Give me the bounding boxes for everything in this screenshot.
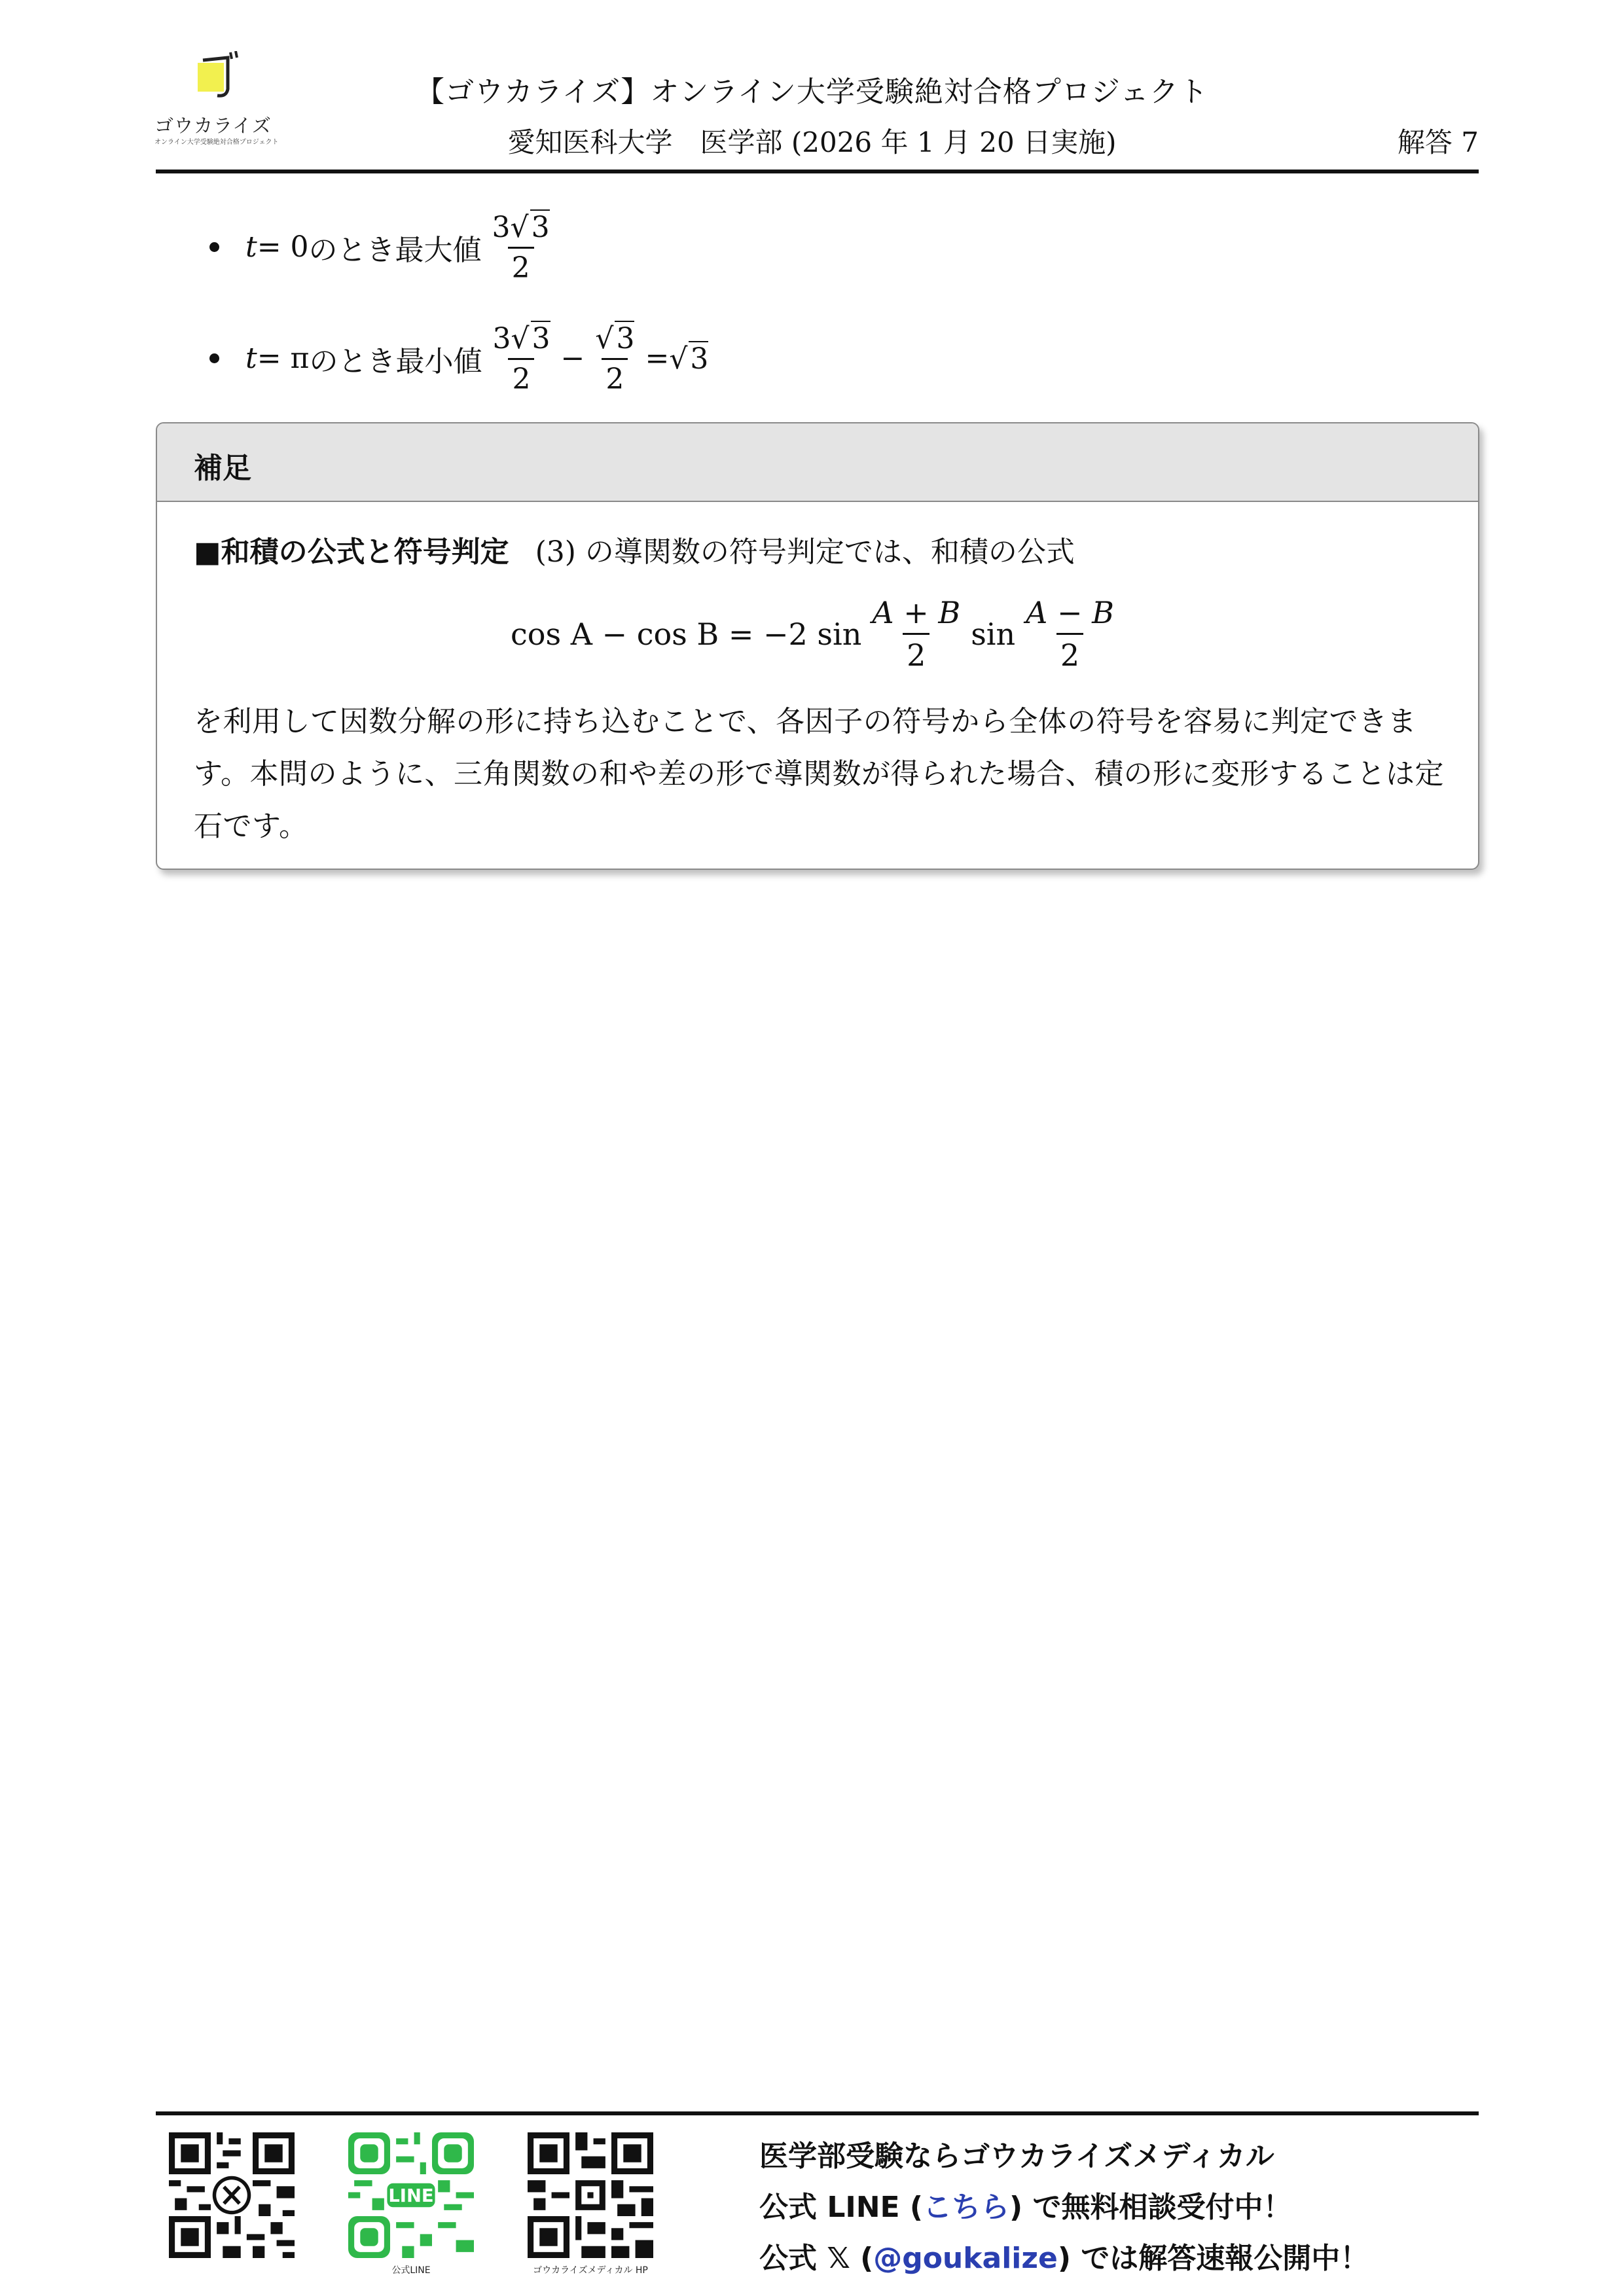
formula-frac-2: $\frac{A - B}{2}$ xyxy=(1026,595,1114,673)
footer-line-3: 公式 𝕏 (@goukalize) では解答速報公開中！ xyxy=(759,2242,1369,2275)
bullet-min xyxy=(209,321,708,396)
equals-sign: = xyxy=(645,342,670,375)
formula-mid: sin xyxy=(971,616,1016,652)
supplement-body: を利用して因数分解の形に持ち込むことで、各因子の符号から全体の符号を容易に判定できます。本問のように、三角関数の和や差の形で導関数が得られた場合、積の形に変形することは定石です。 xyxy=(194,705,1444,843)
footer-line-1: 医学部受験ならゴウカライズメディカル xyxy=(759,2140,1274,2173)
header-title: 【ゴウカライズ】オンライン大学受験絶対合格プロジェクト xyxy=(415,75,1209,109)
supplement-header xyxy=(157,423,1478,502)
supplement-title: 補足 xyxy=(194,452,251,485)
x-qr-code-icon[interactable] xyxy=(169,2132,295,2258)
logo-subtitle: オンライン大学受験絶対合格プロジェクト xyxy=(154,139,279,146)
header-rule xyxy=(156,170,1479,173)
footer-rule xyxy=(156,2111,1479,2115)
minus-sign: − xyxy=(560,342,585,375)
supplement-lead-text: (3) の導関数の符号判定では、和積の公式 xyxy=(535,535,1075,569)
bullet-text: のとき最小値 xyxy=(309,344,482,378)
var-t: t xyxy=(245,342,257,375)
footer-line-2: 公式 LINE (こちら) で無料相談受付中！ xyxy=(759,2191,1292,2224)
fraction-a: $\frac{3√3}{2}$ xyxy=(492,322,550,396)
supplement-box xyxy=(156,422,1479,870)
supplement-heading: ■和積の公式と符号判定 xyxy=(194,535,509,569)
header-subtitle: 愛知医科大学 医学部 (2026 年 1 月 20 日実施) xyxy=(507,126,1117,158)
bullet-max xyxy=(209,209,560,285)
result: √3 xyxy=(669,342,709,376)
logo-text: ゴウカライズ xyxy=(154,115,272,137)
x-account-link[interactable]: @goukalize xyxy=(873,2242,1058,2275)
sum-to-product-formula xyxy=(157,595,1478,673)
qr-hp-caption: ゴウカライズメディカル HP xyxy=(533,2265,648,2276)
equation: = π xyxy=(257,342,310,375)
bullet-dot xyxy=(209,353,219,363)
formula-frac-1: $\frac{A + B}{2}$ xyxy=(872,595,961,673)
line-qr-code-icon[interactable] xyxy=(348,2132,474,2258)
bullet-dot xyxy=(209,242,219,252)
formula-left: cos A − cos B = −2 sin xyxy=(511,616,862,652)
page-label: 解答 7 xyxy=(1397,126,1479,158)
fraction-b: $\frac{√3}{2}$ xyxy=(595,322,635,396)
supplement-lead xyxy=(194,528,1075,570)
qr-line-caption: 公式LINE xyxy=(391,2265,431,2276)
var-t: t xyxy=(245,230,257,264)
fraction-max: $\frac{3√3}{2}$ xyxy=(492,211,550,285)
bullet-text: のとき最大値 xyxy=(308,233,482,267)
svg-text:LINE: LINE xyxy=(388,2186,434,2207)
hp-qr-code-icon[interactable] xyxy=(528,2132,653,2258)
line-link[interactable]: こちら xyxy=(923,2191,1010,2224)
equation: = 0 xyxy=(257,230,309,264)
